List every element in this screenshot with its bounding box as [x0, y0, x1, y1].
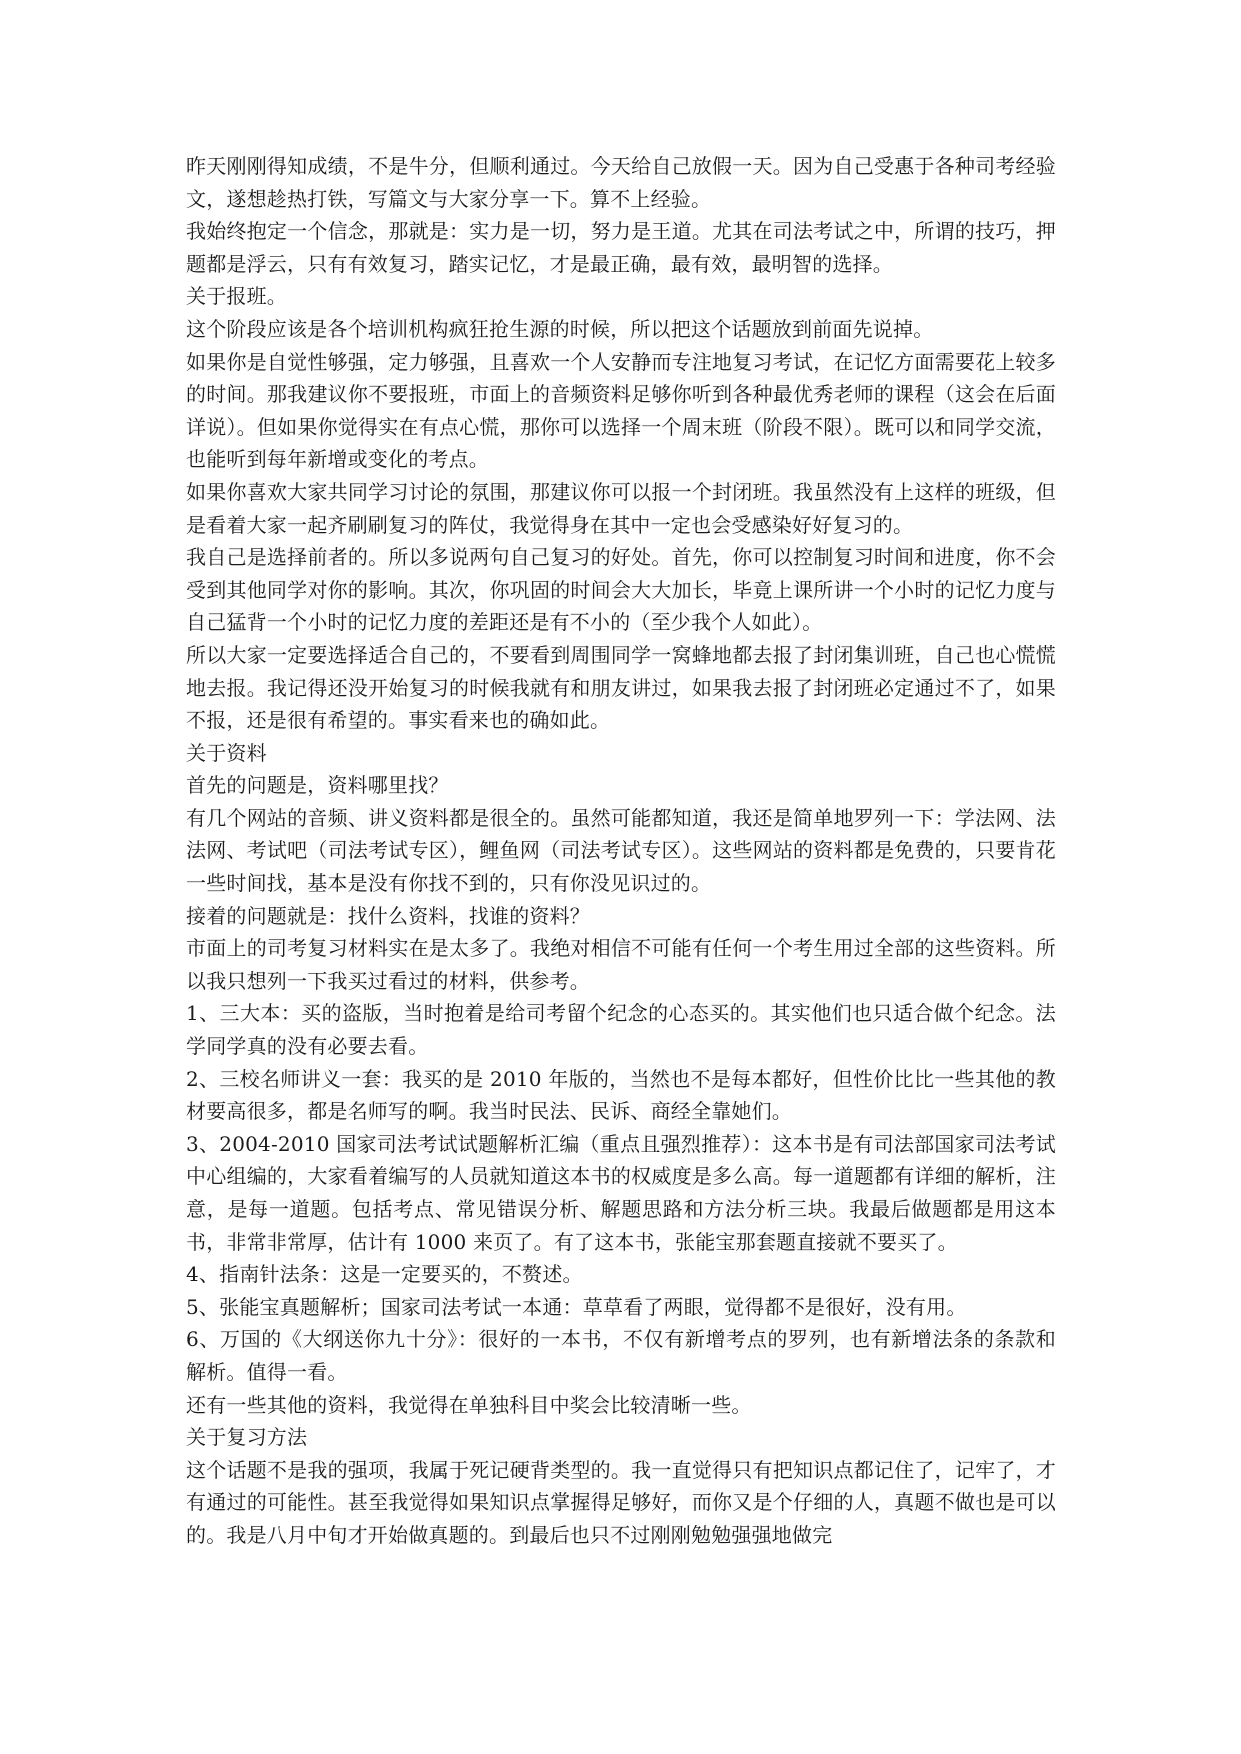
section-heading: 关于复习方法: [186, 1425, 308, 1450]
paragraph: 有几个网站的音频、讲义资料都是很全的。虽然可能都知道，我还是简单地罗列一下：学法网、法法网、考试吧（司法考试专区），鲤鱼网（司法考试专区）。这些网站的资料都是免费的，只要肯花一些时间找，基本是没有你找不到的，只有你没见识过的。: [186, 805, 1056, 896]
paragraph: 接着的问题就是：找什么资料，找谁的资料？: [186, 903, 590, 928]
paragraph: 我自己是选择前者的。所以多说两句自己复习的好处。首先，你可以控制复习时间和进度，你不会受到其他同学对你的影响。其次，你巩固的时间会大大加长，毕竟上课所讲一个小时的记忆力度与自己猛背一个小时的记忆力度的差距还是有不小的（至少我个人如此）。: [186, 545, 1056, 635]
paragraph: 如果你喜欢大家共同学习讨论的氛围，那建议你可以报一个封闭班。我虽然没有上这样的班级，但是看着大家一起齐刷刷复习的阵仗，我觉得身在其中一定也会受感染好好复习的。: [186, 479, 1056, 537]
paragraph: 首先的问题是，资料哪里找？: [186, 773, 449, 798]
list-item: 1、三大本：买的盗版，当时抱着是给司考留个纪念的心态买的。其实他们也只适合做个纪念。法学同学真的没有必要去看。: [186, 1001, 1056, 1059]
paragraph: 所以大家一定要选择适合自己的，不要看到周围同学一窝蜂地都去报了封闭集训班，自己也心慌慌地去报。我记得还没开始复习的时候我就有和朋友讲过，如果我去报了封闭班必定通过不了，如果不报，还是很有希望的。事实看来也的确如此。: [186, 642, 1056, 733]
paragraph: 如果你是自觉性够强，定力够强，且喜欢一个人安静而专注地复习考试，在记忆方面需要花上较多的时间。那我建议你不要报班，市面上的音频资料足够你听到各种最优秀老师的课程（这会在后面详说）。但如果你觉得实在有点心慌，那你可以选择一个周末班（阶段不限）。既可以和同学交流，也能听到每年新增或变化的考点。: [186, 349, 1056, 472]
paragraph: 市面上的司考复习材料实在是太多了。我绝对相信不可能有任何一个考生用过全部的这些资料。所以我只想列一下我买过看过的材料，供参考。: [186, 936, 1056, 993]
paragraph: 昨天刚刚得知成绩，不是牛分，但顺利通过。今天给自己放假一天。因为自己受惠于各种司考经验文，遂想趁热打铁，写篇文与大家分享一下。算不上经验。: [186, 154, 1056, 211]
list-item: 3、2004-2010 国家司法考试试题解析汇编（重点且强烈推荐）：这本书是有司法部国家司法考试中心组编的，大家看着编写的人员就知道这本书的权威度是多么高。每一道题都有详细的解析，注意，是每一道题。包括考点、常见错误分析、解题思路和方法分析三块。我最后做题都是用这本书，非常非常厚，估计有 1000 来页了。有了这本书，张能宝那套题直接就不要买了。: [186, 1131, 1056, 1254]
paragraph: 还有一些其他的资料，我觉得在单独科目中奖会比较清晰一些。: [186, 1392, 752, 1417]
section-heading: 关于资料: [186, 740, 267, 765]
paragraph: 这个阶段应该是各个培训机构疯狂抢生源的时候，所以把这个话题放到前面先说掉。: [186, 316, 934, 341]
paragraph: 这个话题不是我的强项，我属于死记硬背类型的。我一直觉得只有把知识点都记住了，记牢了，才有通过的可能性。甚至我觉得如果知识点掌握得足够好，而你又是个仔细的人，真题不做也是可以的。我是八月中旬才开始做真题的。到最后也只不过刚刚勉勉强强地做完: [186, 1457, 1056, 1547]
list-item: 2、三校名师讲义一套：我买的是 2010 年版的，当然也不是每本都好，但性价比比一些其他的教材要高很多，都是名师写的啊。我当时民法、民诉、商经全靠她们。: [186, 1066, 1056, 1124]
list-item: 5、张能宝真题解析；国家司法考试一本通：草草看了两眼，觉得都不是很好，没有用。: [186, 1294, 967, 1319]
document-body: [186, 150, 1056, 1552]
section-heading: 关于报班。: [186, 284, 287, 309]
paragraph: 我始终抱定一个信念，那就是：实力是一切，努力是王道。尤其在司法考试之中，所谓的技巧，押题都是浮云，只有有效复习，踏实记忆，才是最正确，最有效，最明智的选择。: [186, 219, 1056, 276]
list-item: 4、指南针法条：这是一定要买的，不赘述。: [186, 1262, 583, 1287]
list-item: 6、万国的《大纲送你九十分》：很好的一本书，不仅有新增考点的罗列，也有新增法条的条款和解析。值得一看。: [186, 1327, 1056, 1384]
